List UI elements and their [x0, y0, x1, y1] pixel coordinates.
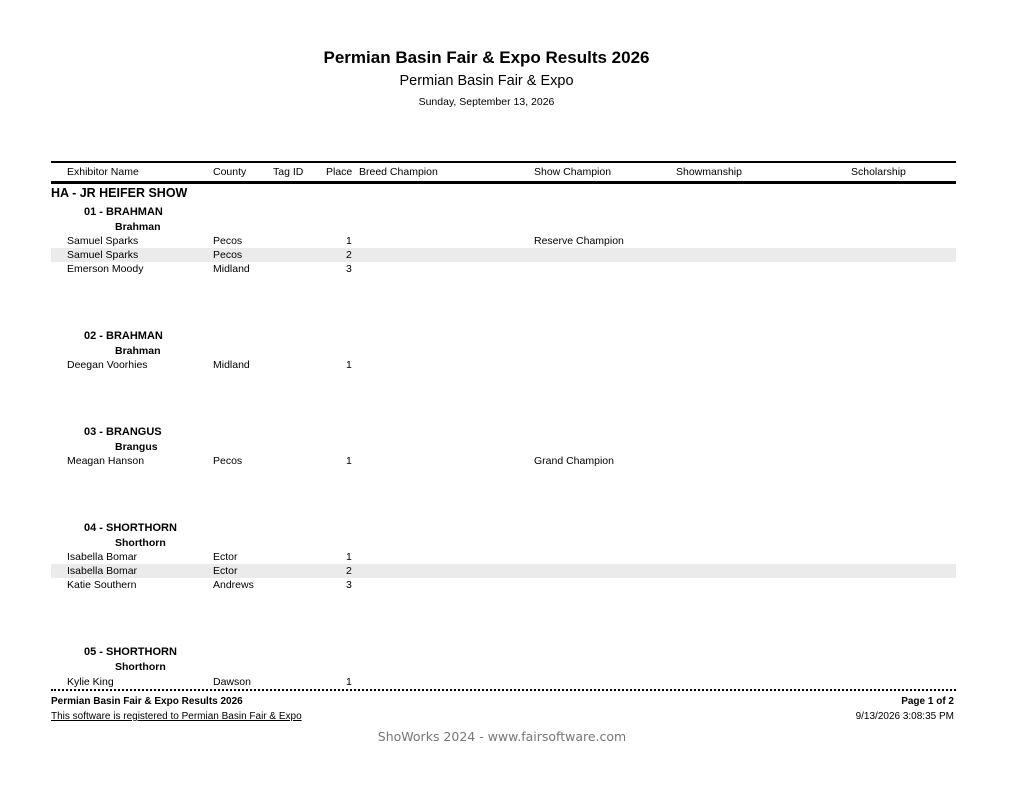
county: Pecos — [213, 455, 243, 467]
place: 1 — [346, 359, 352, 371]
col-header-county: County — [213, 166, 247, 178]
print-timestamp: 9/13/2026 3:08:35 PM — [855, 711, 954, 722]
place: 1 — [346, 676, 352, 688]
show-champion: Reserve Champion — [534, 235, 624, 247]
class-title: 03 - BRANGUS — [84, 426, 162, 438]
report-subtitle: Permian Basin Fair & Expo — [399, 73, 574, 89]
class-title: 05 - SHORTHORN — [84, 646, 177, 658]
breed-title: Brangus — [115, 441, 158, 453]
place: 1 — [346, 455, 352, 467]
exhibitor-name: Samuel Sparks — [67, 235, 139, 247]
footer-registration: This software is registered to Permian Basin Fair & Expo — [51, 711, 302, 722]
breed-title: Shorthorn — [115, 537, 166, 549]
breed-title: Shorthorn — [115, 661, 166, 673]
exhibitor-name: Isabella Bomar — [67, 551, 138, 563]
place: 1 — [346, 551, 352, 563]
place: 3 — [346, 579, 352, 591]
table-row — [51, 234, 956, 248]
footer-divider — [51, 689, 956, 691]
header-top-rule — [51, 161, 956, 163]
col-header-place: Place — [326, 166, 353, 178]
table-row — [51, 248, 956, 262]
exhibitor-name: Samuel Sparks — [67, 249, 139, 261]
county: Pecos — [213, 235, 243, 247]
report-title: Permian Basin Fair & Expo Results 2026 — [323, 48, 650, 67]
report-date: Sunday, September 13, 2026 — [418, 96, 555, 108]
col-header-tag: Tag ID — [273, 166, 304, 178]
col-header-scholarship: Scholarship — [851, 166, 906, 178]
class-title: 02 - BRAHMAN — [84, 330, 163, 342]
county: Ector — [213, 565, 238, 577]
table-row — [51, 358, 956, 372]
county: Ector — [213, 551, 238, 563]
class-title: 04 - SHORTHORN — [84, 522, 177, 534]
breed-title: Brahman — [115, 345, 161, 357]
county: Dawson — [213, 676, 251, 688]
table-row — [51, 675, 956, 689]
place: 1 — [346, 235, 352, 247]
place: 2 — [346, 565, 352, 577]
table-row — [51, 578, 956, 592]
exhibitor-name: Katie Southern — [67, 579, 137, 591]
header-bottom-rule — [51, 181, 956, 184]
exhibitor-name: Emerson Moody — [67, 263, 144, 275]
powered-by: ShoWorks 2024 - www.fairsoftware.com — [377, 729, 627, 744]
county: Pecos — [213, 249, 243, 261]
show-champion: Grand Champion — [534, 455, 614, 467]
exhibitor-name: Isabella Bomar — [67, 565, 138, 577]
exhibitor-name: Meagan Hanson — [67, 455, 145, 467]
col-header-showmanship: Showmanship — [676, 166, 742, 178]
county: Midland — [213, 263, 250, 275]
col-header-show-champion: Show Champion — [534, 166, 612, 178]
col-header-breed-champion: Breed Champion — [359, 166, 438, 178]
breed-title: Brahman — [115, 221, 161, 233]
class-title: 01 - BRAHMAN — [84, 206, 163, 218]
table-row — [51, 550, 956, 564]
page-number: Page 1 of 2 — [901, 696, 954, 707]
table-row — [51, 262, 956, 276]
table-row — [51, 454, 956, 468]
county: Midland — [213, 359, 250, 371]
exhibitor-name: Kylie King — [67, 676, 114, 688]
show-title: HA - JR HEIFER SHOW — [51, 186, 188, 200]
place: 2 — [346, 249, 352, 261]
table-row — [51, 564, 956, 578]
place: 3 — [346, 263, 352, 275]
col-header-exhibitor: Exhibitor Name — [67, 166, 139, 178]
exhibitor-name: Deegan Voorhies — [67, 359, 148, 371]
footer-title: Permian Basin Fair & Expo Results 2026 — [51, 696, 243, 707]
county: Andrews — [213, 579, 254, 591]
